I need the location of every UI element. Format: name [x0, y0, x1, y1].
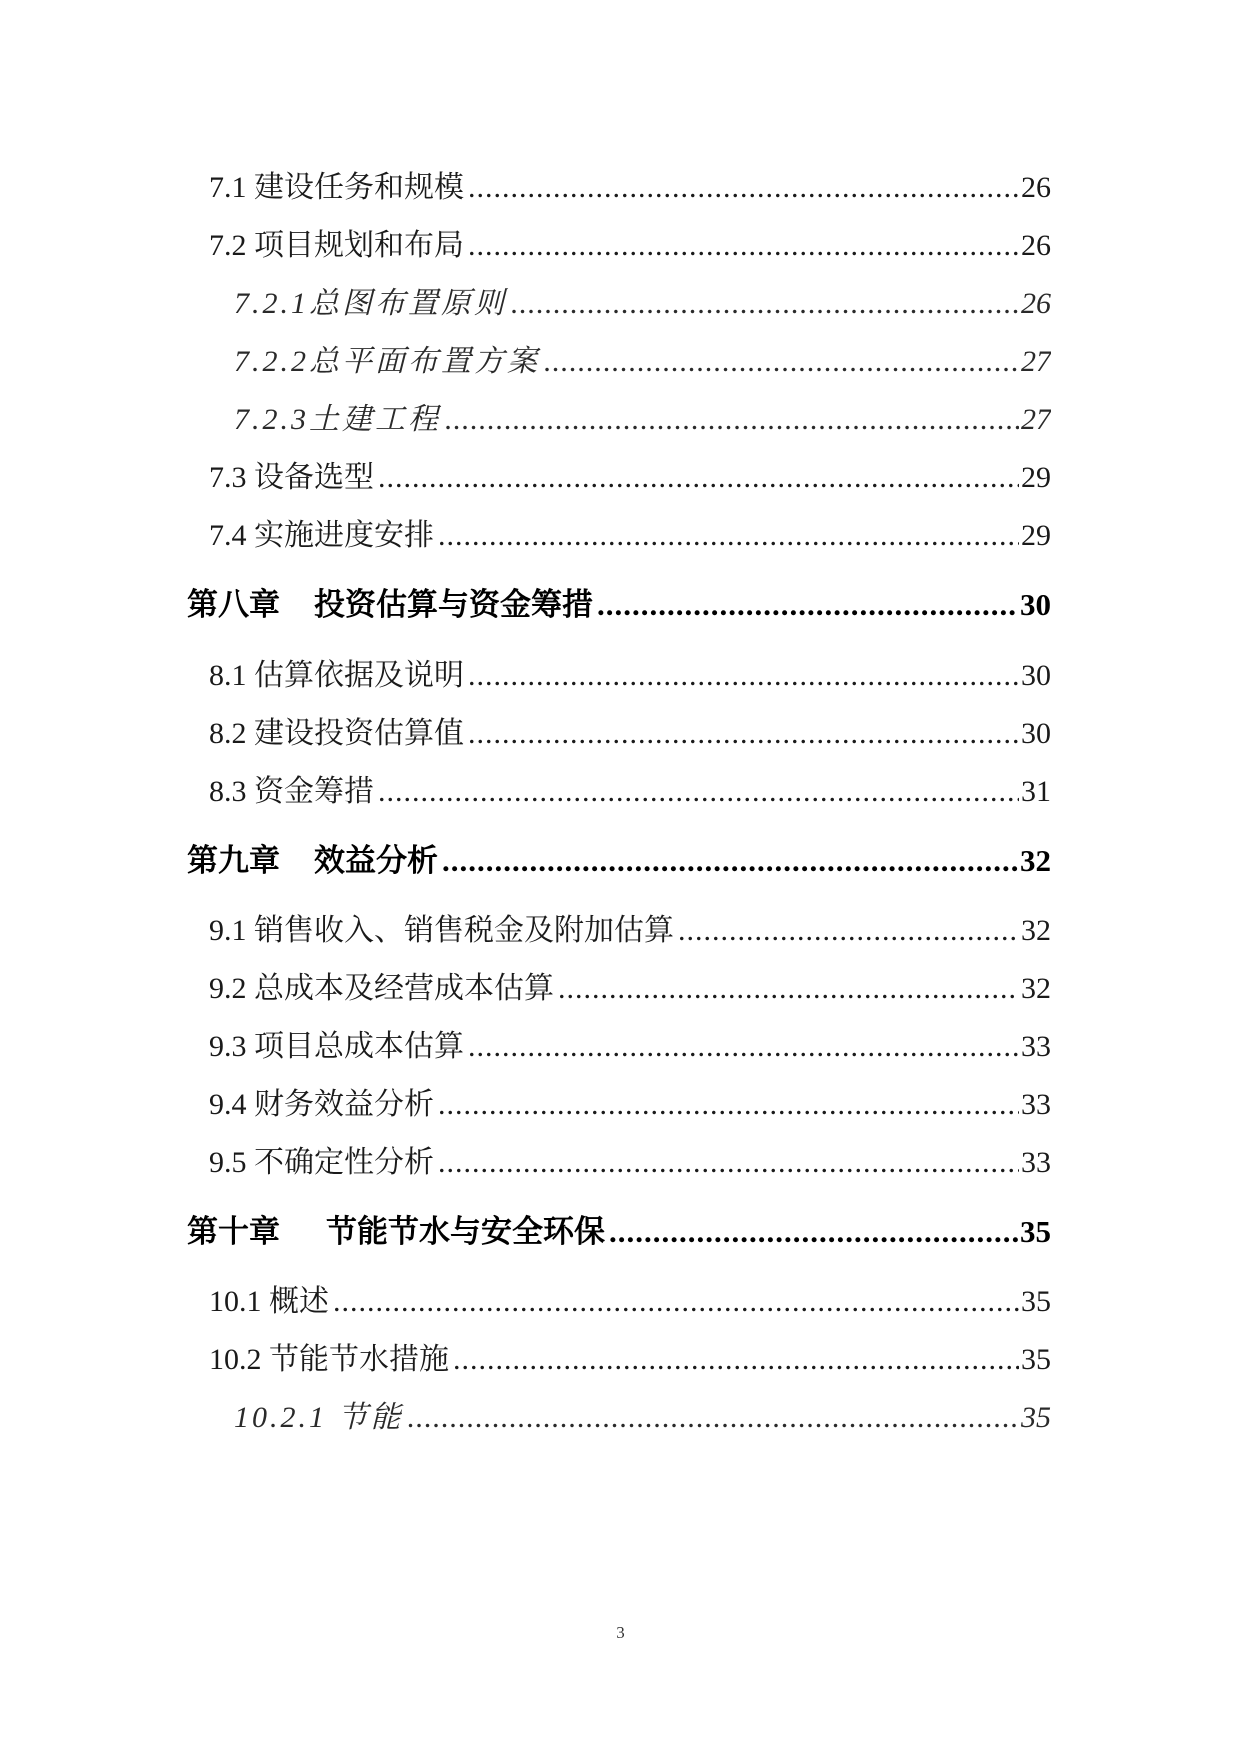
toc-entry-page: 29: [1021, 519, 1051, 550]
toc-entry-label: 9.1 销售收入、销售税金及附加估算: [209, 914, 674, 945]
toc-entry-7-1[interactable]: [209, 162, 1051, 202]
toc-chapter-number: 第八章: [187, 587, 280, 621]
toc-leader-dots: [333, 1285, 1019, 1316]
toc-chapter-9[interactable]: [187, 835, 1051, 877]
toc-entry-9-1[interactable]: [209, 905, 1051, 945]
toc-leader-dots: [408, 1401, 1020, 1432]
toc-entry-label: 7.1 建设任务和规模: [209, 171, 464, 202]
toc-leader-dots: [438, 1146, 1019, 1177]
toc-entry-label: 10.2.1 节能: [234, 1401, 404, 1432]
toc-entry-page: 31: [1021, 775, 1051, 806]
toc-entry-page: 32: [1021, 972, 1051, 1003]
toc-entry-page: 30: [1021, 717, 1051, 748]
toc-entry-7-2-3[interactable]: [234, 394, 1051, 434]
toc-leader-dots: [511, 287, 1019, 318]
toc-entry-9-2[interactable]: [209, 963, 1051, 1003]
toc-entry-label: 8.2 建设投资估算值: [209, 717, 464, 748]
toc-entry-7-2[interactable]: [209, 220, 1051, 260]
toc-chapter-label: [187, 835, 438, 877]
toc-entry-page: 30: [1021, 659, 1051, 690]
toc-chapter-title: 效益分析: [314, 843, 438, 877]
toc-leader-dots: [597, 587, 1018, 621]
toc-leader-dots: [468, 229, 1019, 260]
toc-entry-7-2-2[interactable]: [234, 336, 1051, 376]
toc-entry-9-5[interactable]: [209, 1137, 1051, 1177]
toc-leader-dots: [678, 914, 1019, 945]
toc-entry-10-2-1[interactable]: [234, 1392, 1051, 1432]
toc-entry-page: 35: [1021, 1343, 1051, 1374]
toc-entry-page: 26: [1021, 287, 1051, 318]
toc-chapter-8[interactable]: [187, 579, 1051, 621]
toc-entry-label: 9.2 总成本及经营成本估算: [209, 972, 554, 1003]
toc-entry-page: 35: [1021, 1285, 1051, 1316]
toc-entry-label: 10.1 概述: [209, 1285, 329, 1316]
toc-entry-10-1[interactable]: [209, 1276, 1051, 1316]
toc-chapter-title: 节能节水与安全环保: [326, 1214, 605, 1248]
toc-chapter-number: 第十章: [187, 1214, 280, 1248]
toc-chapter-label: [187, 579, 593, 621]
toc-entry-7-2-1[interactable]: [234, 278, 1051, 318]
toc-entry-label: 9.4 财务效益分析: [209, 1088, 434, 1119]
toc-entry-8-2[interactable]: [209, 708, 1051, 748]
toc-chapter-10[interactable]: [187, 1206, 1051, 1248]
toc-entry-page: 30: [1020, 587, 1051, 621]
toc-entry-page: 33: [1021, 1088, 1051, 1119]
toc-leader-dots: [378, 461, 1019, 492]
toc-entry-label: 10.2 节能节水措施: [209, 1343, 449, 1374]
toc-entry-page: 26: [1021, 229, 1051, 260]
toc-entry-8-3[interactable]: [209, 766, 1051, 806]
toc-entry-label: 7.2.2总平面布置方案: [234, 345, 540, 376]
toc-entry-label: 8.3 资金筹措: [209, 775, 374, 806]
toc-entry-9-3[interactable]: [209, 1021, 1051, 1061]
toc-chapter-title: 投资估算与资金筹措: [314, 587, 593, 621]
toc-leader-dots: [378, 775, 1019, 806]
toc-leader-dots: [442, 843, 1018, 877]
toc-leader-dots: [544, 345, 1019, 376]
toc-leader-dots: [453, 1343, 1019, 1374]
toc-entry-label: 7.4 实施进度安排: [209, 519, 434, 550]
toc-leader-dots: [468, 659, 1019, 690]
toc-leader-dots: [445, 403, 1019, 434]
toc-entry-7-3[interactable]: [209, 452, 1051, 492]
toc-entry-label: 9.5 不确定性分析: [209, 1146, 434, 1177]
toc-entry-10-2[interactable]: [209, 1334, 1051, 1374]
toc-entry-page: 35: [1020, 1214, 1051, 1248]
toc-entry-label: 7.2 项目规划和布局: [209, 229, 464, 260]
toc-entry-page: 32: [1020, 843, 1051, 877]
toc-entry-label: 7.3 设备选型: [209, 461, 374, 492]
toc-leader-dots: [609, 1214, 1018, 1248]
page-number: 3: [616, 1623, 625, 1642]
toc-entry-page: 26: [1021, 171, 1051, 202]
toc-leader-dots: [438, 1088, 1019, 1119]
toc-leader-dots: [468, 171, 1019, 202]
toc-chapter-number: 第九章: [187, 843, 280, 877]
toc-entry-page: 33: [1021, 1030, 1051, 1061]
toc-entry-label: 7.2.1总图布置原则: [234, 287, 507, 318]
toc-leader-dots: [558, 972, 1019, 1003]
toc-entry-8-1[interactable]: [209, 650, 1051, 690]
toc-entry-label: 7.2.3土建工程: [234, 403, 441, 434]
toc-entry-page: 29: [1021, 461, 1051, 492]
toc-entry-page: 27: [1021, 403, 1051, 434]
toc-entry-page: 32: [1021, 914, 1051, 945]
toc-leader-dots: [468, 717, 1019, 748]
toc-leader-dots: [438, 519, 1019, 550]
toc-entry-page: 27: [1021, 345, 1051, 376]
toc-entry-label: 9.3 项目总成本估算: [209, 1030, 464, 1061]
toc-entry-page: 35: [1021, 1401, 1051, 1432]
toc-chapter-label: [187, 1206, 605, 1248]
toc-entry-7-4[interactable]: [209, 510, 1051, 550]
toc-entry-label: 8.1 估算依据及说明: [209, 659, 464, 690]
toc-entry-page: 33: [1021, 1146, 1051, 1177]
toc-entry-9-4[interactable]: [209, 1079, 1051, 1119]
toc-leader-dots: [468, 1030, 1019, 1061]
